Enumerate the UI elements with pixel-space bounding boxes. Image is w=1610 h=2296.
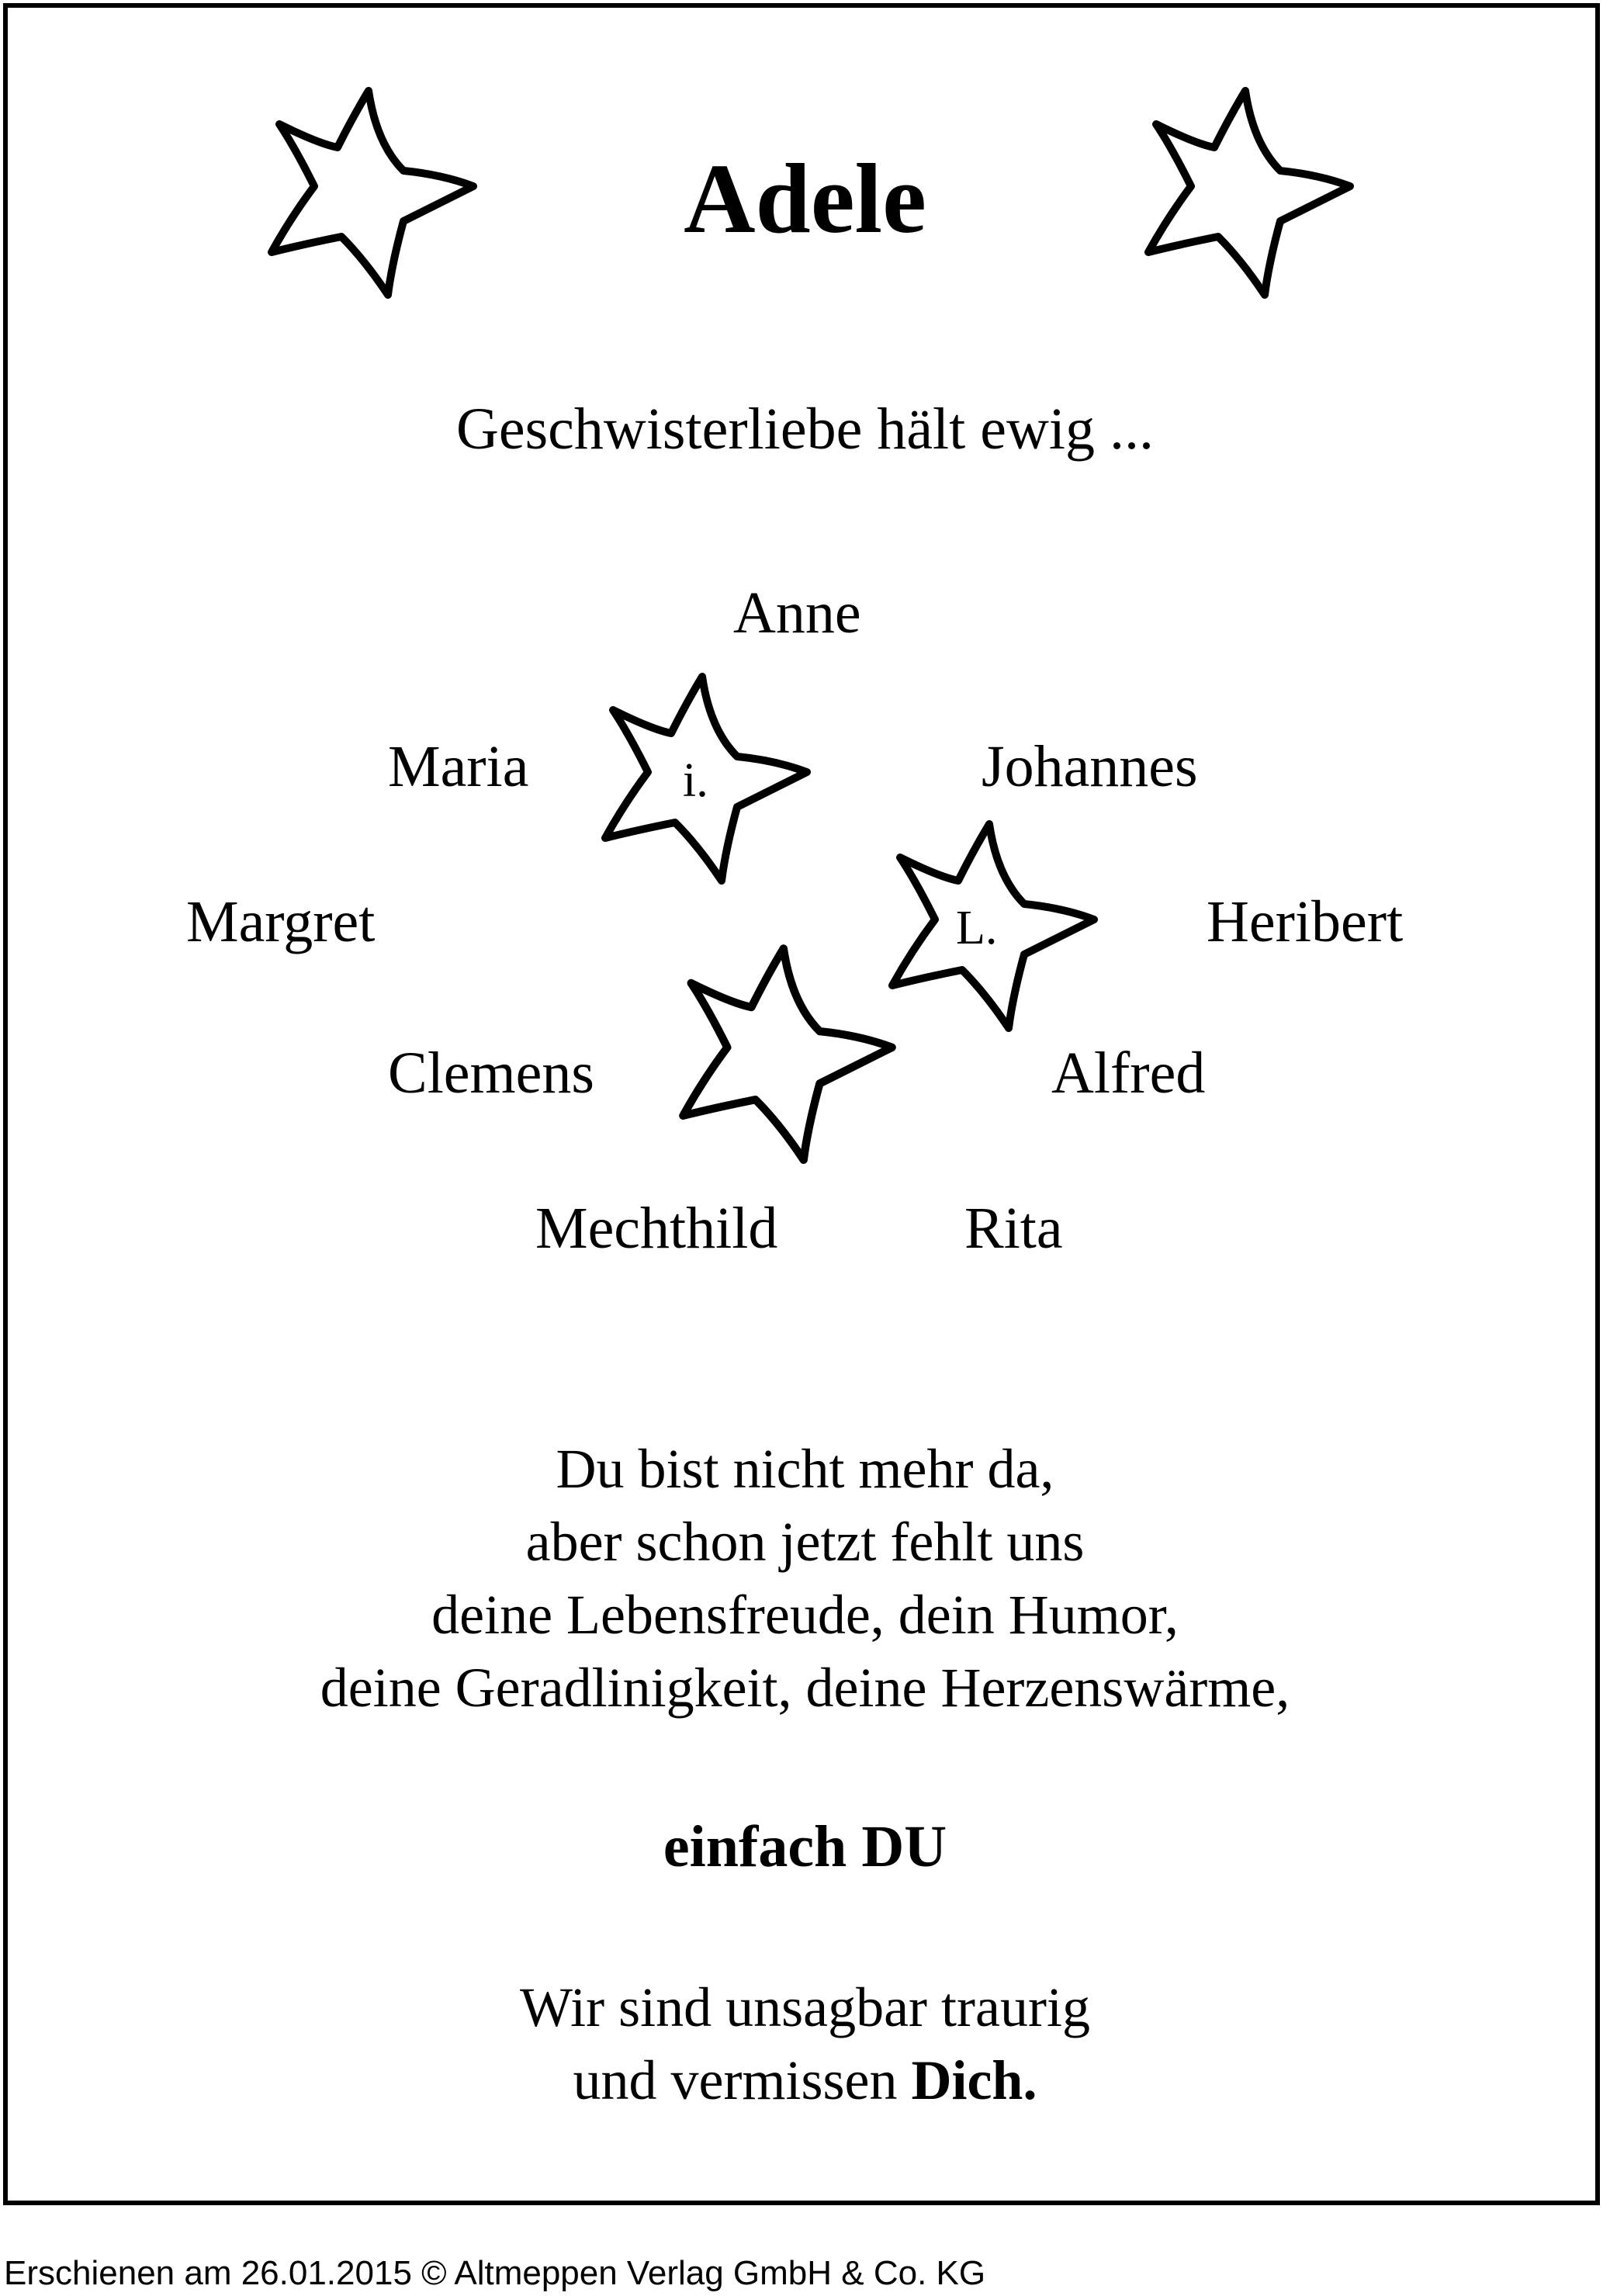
sibling-name-anne: Anne (733, 580, 861, 646)
sibling-name-margret: Margret (186, 889, 376, 954)
page-title: Adele (684, 144, 926, 254)
poem-line: aber schon jetzt fehlt uns (525, 1511, 1085, 1573)
closing-line-2 (0, 2044, 1610, 2117)
star-label-right: L. (956, 902, 998, 954)
subtitle: Geschwisterliebe hält ewig ... (455, 397, 1155, 462)
poem-line: deine Geradlinigkeit, deine Herzenswärme, (320, 1657, 1290, 1719)
emphasis-line: einfach DU (663, 1814, 947, 1879)
poem-line: Du bist nicht mehr da, (556, 1438, 1054, 1500)
publication-footer: Erschienen am 26.01.2015 © Altmeppen Verlag GmbH & Co. KG (4, 2254, 986, 2292)
poem (0, 1432, 1610, 1724)
star-icon-center-bottom (675, 939, 900, 1164)
poem-line: deine Lebensfreude, dein Humor, (431, 1584, 1179, 1646)
closing-line-2-text: und vermissen (573, 2049, 912, 2111)
sibling-name-mechthild: Mechthild (535, 1196, 778, 1261)
sibling-name-johannes: Johannes (982, 734, 1198, 799)
sibling-name-rita: Rita (964, 1196, 1063, 1261)
star-label-left: i. (683, 754, 708, 807)
sibling-name-alfred: Alfred (1051, 1041, 1206, 1106)
closing-line-2-bold: Dich. (911, 2049, 1037, 2111)
closing (0, 1971, 1610, 2117)
sibling-name-heribert: Heribert (1207, 889, 1404, 954)
sibling-name-maria: Maria (388, 734, 529, 799)
closing-line-1: Wir sind unsagbar traurig (520, 1976, 1090, 2038)
sibling-name-clemens: Clemens (388, 1041, 594, 1106)
